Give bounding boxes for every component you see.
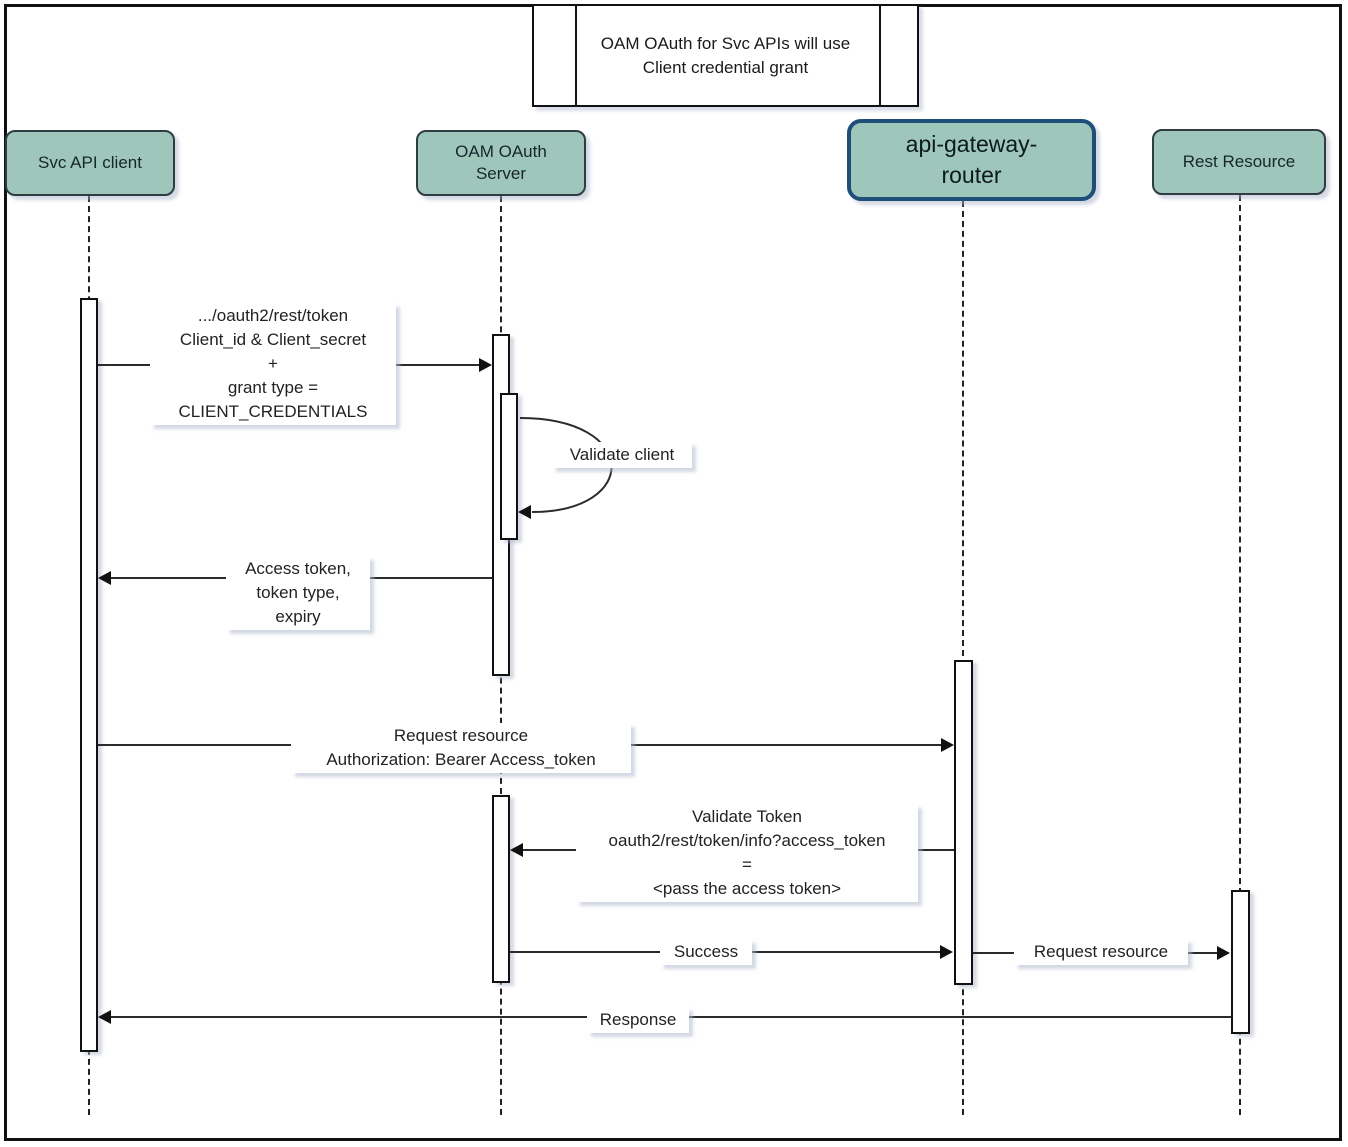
activation-api-gateway-router [954,660,973,985]
message-line: + [268,354,278,373]
activation-oam-server-nested [500,393,518,540]
title-note-left-divider [575,6,577,105]
arrowhead-validate-client [518,505,531,519]
message-line: .../oauth2/rest/token [197,306,349,325]
diagram-title [601,32,850,80]
message-line: oauth2/rest/token/info?access_token [608,831,886,850]
message-line: Access token, [245,559,351,578]
participant-svc-api-client [5,130,175,196]
message-line: Response [599,1010,677,1029]
diagram-frame [4,4,1342,1141]
activation-oam-server-2 [492,795,510,983]
message-validate-client [552,442,692,468]
message-line: Validate client [569,445,675,464]
message-line: Request resource [1033,942,1169,961]
message-success [660,939,752,965]
participant-label-line2: router [941,162,1002,188]
title-line-2: Client credential grant [642,57,809,77]
title-line-1: OAM OAuth for Svc APIs will use [600,33,851,53]
arrowhead-request-resource-backend [1217,946,1230,960]
participant-api-gateway-router [847,119,1096,201]
arrowhead-success [940,945,953,959]
message-line: Client_id & Client_secret [179,330,367,349]
participant-label-line1: OAM OAuth [455,142,547,161]
arrowhead-token-request [479,358,492,372]
message-line: grant type = [227,378,319,397]
arrowhead-request-resource [941,738,954,752]
message-line: Success [673,942,739,961]
message-line: <pass the access token> [652,879,842,898]
arrowhead-validate-token [510,843,523,857]
participant-oam-oauth-server [416,130,586,196]
title-note-right-divider [879,6,881,105]
activation-rest-resource [1231,890,1250,1034]
message-line: expiry [275,607,321,626]
participant-rest-resource [1152,129,1326,195]
arrowhead-response [98,1010,111,1024]
message-line: Request resource [393,726,529,745]
message-line: Authorization: Bearer Access_token [326,750,596,769]
participant-label-line1: api-gateway- [905,131,1038,157]
message-request-resource-backend [1014,939,1188,965]
diagram-title-note [532,4,919,107]
arrowhead-token-response [98,571,111,585]
message-line: = [742,855,752,874]
message-line: CLIENT_CREDENTIALS [178,402,368,421]
message-validate-token [576,804,918,902]
message-line: token type, [256,583,340,602]
message-line: Validate Token [692,807,802,826]
participant-label: Svc API client [38,153,142,172]
activation-svc-api-client [80,298,98,1052]
message-request-resource [291,723,631,773]
message-response [587,1007,689,1033]
message-token-response [226,556,370,630]
participant-label-line2: Server [475,164,527,183]
participant-label: Rest Resource [1182,152,1296,171]
message-token-request [150,303,396,425]
